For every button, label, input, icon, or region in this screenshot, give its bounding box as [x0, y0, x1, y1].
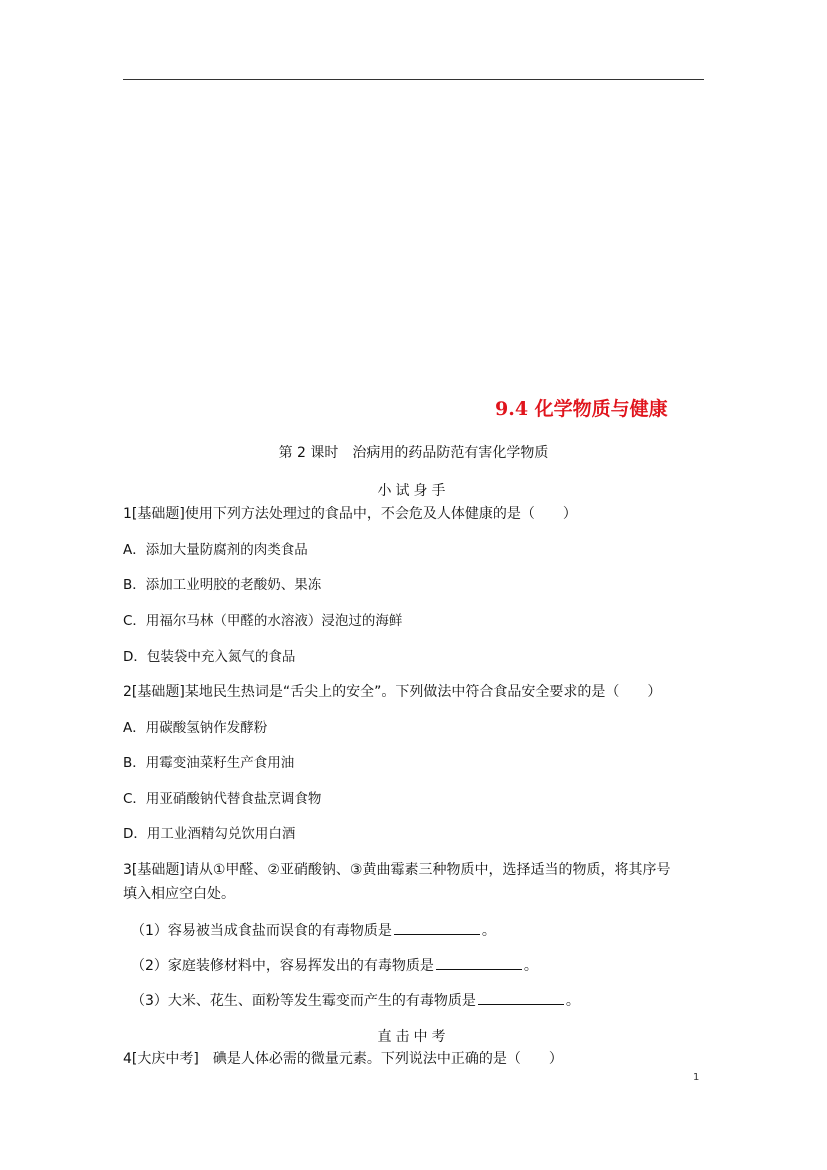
- question-1-option-b: B．添加工业明胶的老酸奶、果冻: [123, 577, 322, 593]
- header-rule: [123, 79, 704, 80]
- question-3-part-1-end: 。: [481, 923, 496, 939]
- question-1-stem: 1[基础题]使用下列方法处理过的食品中，不会危及人体健康的是（ ）: [123, 506, 577, 522]
- question-3-part-1: [131, 920, 496, 940]
- question-3-part-2-end: 。: [523, 958, 538, 974]
- question-3-part-3: [131, 990, 580, 1010]
- question-3-stem-line-2: 填入相应空白处。: [123, 886, 235, 902]
- question-1-option-c: C．用福尔马林（甲醛的水溶液）浸泡过的海鲜: [123, 613, 403, 629]
- question-2-stem: 2[基础题]某地民生热词是“舌尖上的安全”。下列做法中符合食品安全要求的是（ ）: [123, 684, 662, 700]
- question-3-part-3-end: 。: [565, 993, 580, 1009]
- question-1-option-d: D．包装袋中充入氮气的食品: [123, 649, 296, 665]
- question-3-part-1-text: （1）容易被当成食盐而误食的有毒物质是: [131, 923, 392, 939]
- question-3-part-2-text: （2）家庭装修材料中，容易挥发出的有毒物质是: [131, 958, 434, 974]
- question-3-part-3-text: （3）大米、花生、面粉等发生霉变而产生的有毒物质是: [131, 993, 476, 1009]
- question-2-option-c: C．用亚硝酸钠代替食盐烹调食物: [123, 791, 322, 807]
- answer-blank-1[interactable]: [394, 920, 480, 935]
- question-3-part-2: [131, 955, 538, 975]
- section-heading-exam: 直击中考: [377, 1029, 450, 1045]
- section-heading-practice: 小试身手: [377, 483, 450, 499]
- question-2-option-b: B．用霉变油菜籽生产食用油: [123, 755, 295, 771]
- answer-blank-2[interactable]: [436, 955, 522, 970]
- question-3-stem-line-1: 3[基础题]请从①甲醛、②亚硝酸钠、③黄曲霉素三种物质中，选择适当的物质，将其序号: [123, 862, 671, 878]
- page-title: 9.4 化学物质与健康: [495, 398, 668, 420]
- question-2-option-a: A．用碳酸氢钠作发酵粉: [123, 720, 268, 736]
- page-number: 1: [693, 1072, 700, 1083]
- lesson-subtitle: 第 2 课时 治病用的药品防范有害化学物质: [278, 445, 549, 461]
- question-2-option-d: D．用工业酒精勾兑饮用白酒: [123, 826, 296, 842]
- question-4-stem: 4[大庆中考] 碘是人体必需的微量元素。下列说法中正确的是（ ）: [123, 1051, 563, 1067]
- question-1-option-a: A．添加大量防腐剂的肉类食品: [123, 542, 308, 558]
- answer-blank-3[interactable]: [478, 990, 564, 1005]
